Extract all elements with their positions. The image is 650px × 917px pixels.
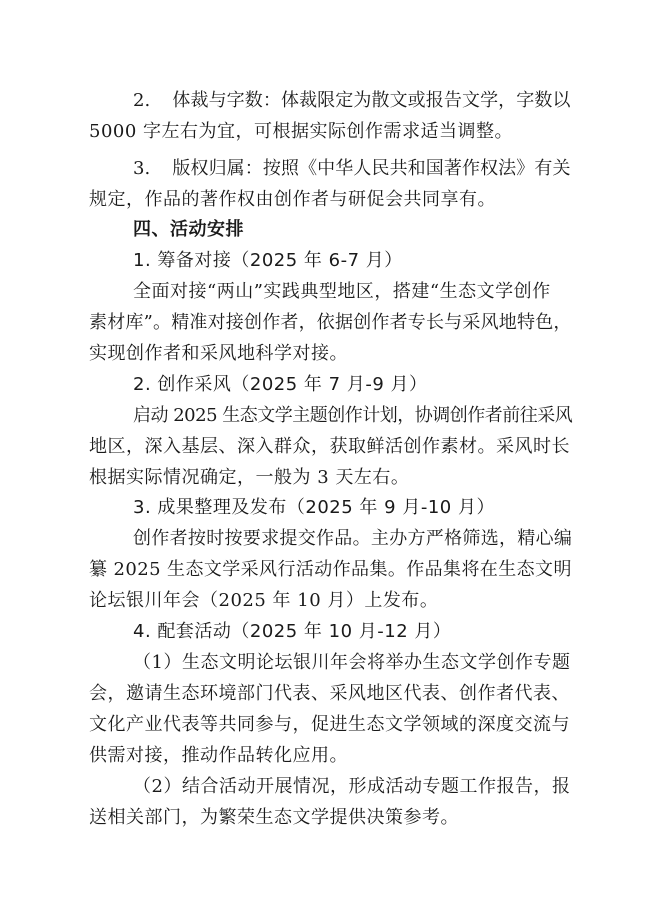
step4-sub2-line2: 送相关部门，为繁荣生态文学提供决策参考。 [89, 807, 459, 828]
step1-line3: 实现创作者和采风地科学对接。 [89, 343, 348, 364]
step3-title: 3. 成果整理及发布（2025 年 9 月-10 月） [133, 497, 495, 518]
item2-text: 体裁与字数：体裁限定为散文或报告文学，字数以 [172, 90, 571, 111]
step2-title: 2. 创作采风（2025 年 7 月-9 月） [133, 374, 428, 395]
step4-sub1-line3: 文化产业代表等共同参与，促进生态文学领域的深度交流与 [89, 714, 570, 735]
step1-line2: 素材库”。精准对接创作者，依据创作者专长与采风地特色， [89, 312, 572, 333]
step1-line1: 全面对接“两山”实践典型地区，搭建“生态文学创作 [133, 281, 551, 302]
item2-number: 2. [133, 90, 151, 111]
item3-line1 [133, 157, 571, 181]
step3-line3: 论坛银川年会（2025 年 10 月）上发布。 [89, 590, 439, 611]
step3-line1: 创作者按时按要求提交作品。主办方严格筛选，精心编 [133, 528, 573, 549]
step4-sub2-line1: （2）结合活动开展情况，形成活动专题工作报告，报 [133, 776, 571, 797]
item3-number: 3. [133, 158, 151, 179]
section4-heading: 四、活动安排 [133, 219, 244, 240]
item3-line2: 规定，作品的著作权由创作者与研促会共同享有。 [89, 189, 496, 210]
item2-line2: 5000 字左右为宜，可根据实际创作需求适当调整。 [89, 121, 514, 142]
step3-line2: 纂 2025 生态文学采风行活动作品集。作品集将在生态文明 [89, 559, 572, 580]
item3-text: 版权归属：按照《中华人民共和国著作权法》有关 [172, 158, 571, 179]
step2-line3: 根据实际情况确定，一般为 3 天左右。 [89, 467, 410, 488]
step4-title: 4. 配套活动（2025 年 10 月-12 月） [133, 621, 452, 642]
step4-sub1-line1: （1）生态文明论坛银川年会将举办生态文学创作专题 [133, 652, 571, 673]
step2-line2: 地区，深入基层、深入群众，获取鲜活创作素材。采风时长 [89, 436, 570, 457]
step4-sub1-line4: 供需对接，推动作品转化应用。 [89, 745, 348, 766]
step1-title: 1. 筹备对接（2025 年 6-7 月） [133, 250, 403, 271]
step4-sub1-line2: 会，邀请生态环境部门代表、采风地区代表、创作者代表、 [89, 683, 570, 704]
item2-line1 [133, 89, 571, 113]
step2-line1: 启动 2025 生态文学主题创作计划，协调创作者前往采风 [133, 405, 573, 426]
